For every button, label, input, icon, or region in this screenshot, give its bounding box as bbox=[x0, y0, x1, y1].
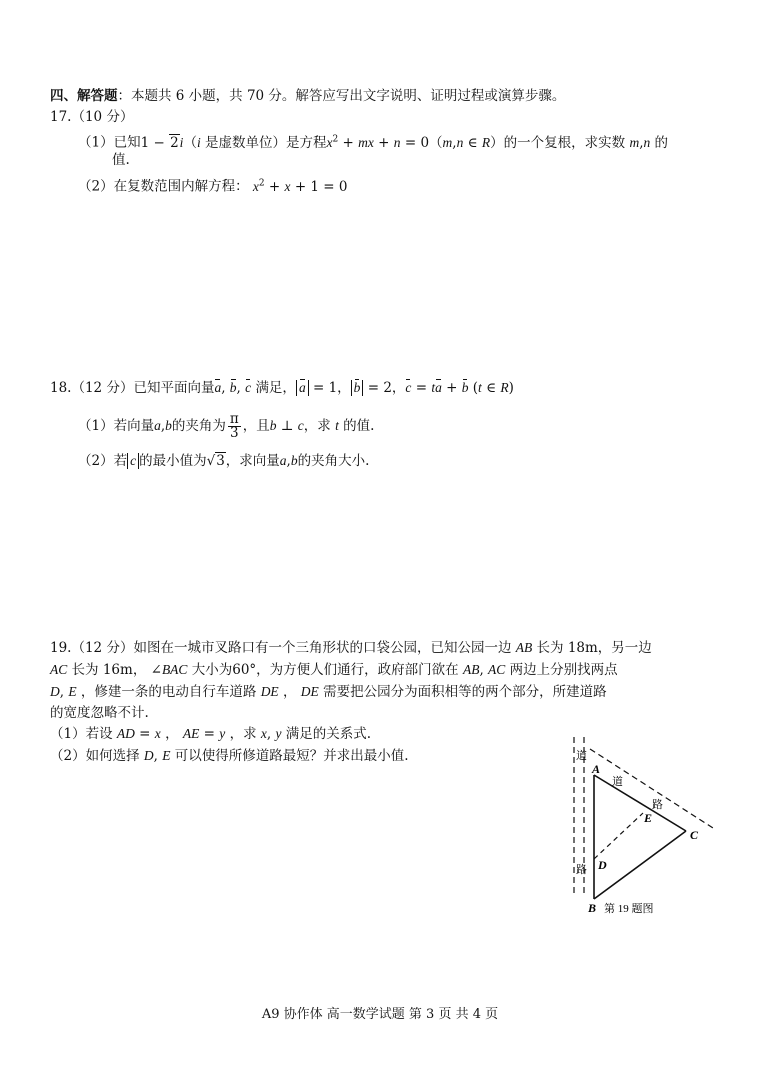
label-C: C bbox=[690, 828, 699, 842]
q17-p1-equation: $x^2$ + mx + n = 0 bbox=[326, 134, 430, 151]
q18-p2-text-c: 的夹角大小. bbox=[297, 453, 370, 469]
figure-caption: 第 19 题图 bbox=[604, 903, 654, 915]
q18-part2 bbox=[78, 451, 369, 471]
q18-p1-label: （1）若向量 bbox=[78, 418, 155, 434]
q17-number: 17.（10 分） bbox=[50, 109, 134, 125]
q18-stem: 18.（12 分）已知平面向量a, b, c 满足， a = 1， b = 2，c = ta + b (t ∈ R) bbox=[50, 380, 514, 396]
label-E: E bbox=[644, 811, 653, 825]
segment-DE bbox=[594, 813, 643, 859]
q17-p1-text-a: （i 是虚数单位）是方程 bbox=[183, 134, 327, 151]
q19-part1: （1）若设 AD = x ， AE = y ，求 x, y 满足的关系式. bbox=[50, 726, 372, 742]
q18-p1-text-a: 的夹角为 bbox=[171, 418, 226, 434]
road-diag-2: 路 bbox=[652, 799, 663, 811]
q17-p1-label: （1）已知 bbox=[78, 134, 141, 151]
q18-cond-text: 满足， bbox=[255, 380, 296, 396]
q19-line2: AC 长为 16m， ∠BAC 大小为60°，为方便人们通行，政府部门欲在 AB, AC 两边上分别找两点 bbox=[50, 662, 618, 678]
q18-p2-label: （2）若 bbox=[78, 453, 128, 469]
q17-part2 bbox=[78, 173, 348, 197]
q19-line1: 19.（12 分）如图在一城市叉路口有一个三角形状的口袋公园，已知公园一边 AB 长为 18m，另一边 bbox=[50, 640, 652, 656]
q17-p1-expr: 1 − 2i bbox=[140, 134, 184, 151]
q18-cond-c: c = ta + b (t ∈ R) bbox=[405, 380, 514, 396]
road-diag-1: 道 bbox=[612, 776, 623, 788]
q17-p1-cont: 值. bbox=[112, 152, 130, 168]
q18-part1 bbox=[78, 412, 374, 440]
section-heading-line bbox=[50, 86, 565, 106]
q18-number: 18.（12 分）已知平面向量 bbox=[50, 380, 215, 396]
section-heading: 四、解答题 bbox=[50, 88, 118, 104]
road-left-top: 道 bbox=[576, 750, 587, 762]
q18-p1-frac-den: 3 bbox=[230, 425, 239, 441]
q18-p2-ab: a,b bbox=[279, 453, 298, 469]
q17-part1 bbox=[78, 129, 668, 153]
q18-p2-text-a: 的最小值为 bbox=[139, 453, 207, 469]
q18-p1-text-b: ，且 bbox=[242, 418, 270, 434]
q18-p2-absc: c bbox=[127, 453, 139, 469]
q18-p1-fraction bbox=[228, 413, 241, 440]
q19-line3: D, E ，修建一条的电动自行车道路 DE ， DE 需要把公园分为面积相等的两个部分，所建道路 bbox=[50, 684, 607, 700]
label-D: D bbox=[598, 858, 607, 872]
q17-p2-label: （2）在复数范围内解方程： bbox=[78, 178, 249, 195]
q18-cond-b: b = 2 bbox=[351, 380, 392, 396]
page-footer: A9 协作体 高一数学试题 第 3 页 共 4 页 bbox=[261, 1007, 499, 1022]
q18-p2-sqrt: √3 bbox=[206, 453, 225, 469]
q18-p2-text-b: ，求向量 bbox=[225, 453, 280, 469]
q17-p1-text-b: （m,n ∈ R）的一个复根，求实数 m,n 的 bbox=[429, 134, 669, 151]
label-A: A bbox=[592, 762, 601, 776]
q18-p1-text-c: ，求 t 的值. bbox=[303, 418, 375, 434]
q18-p1-perp: b ⊥ c bbox=[269, 418, 304, 434]
section-intro: ：本题共 6 小题，共 70 分。解答应写出文字说明、证明过程或演算步骤。 bbox=[117, 88, 566, 104]
q18-p1-frac-num: π bbox=[229, 411, 239, 427]
q18-vectors: a, b, c bbox=[214, 380, 252, 396]
q19-figure bbox=[560, 735, 720, 925]
q18-p1-ab: a,b bbox=[154, 418, 172, 434]
side-BC bbox=[594, 831, 686, 899]
label-B: B bbox=[588, 901, 597, 915]
q19-line4: 的宽度忽略不计. bbox=[50, 705, 149, 721]
q19-part2: （2）如何选择 D, E 可以使得所修道路最短？并求出最小值. bbox=[50, 748, 409, 764]
road-left-bottom: 路 bbox=[576, 864, 587, 876]
q17-p2-equation: $x^2 + x + 1 = 0$ bbox=[252, 178, 348, 195]
side-AC bbox=[594, 775, 686, 831]
q18-cond-a: a = 1 bbox=[296, 380, 337, 396]
